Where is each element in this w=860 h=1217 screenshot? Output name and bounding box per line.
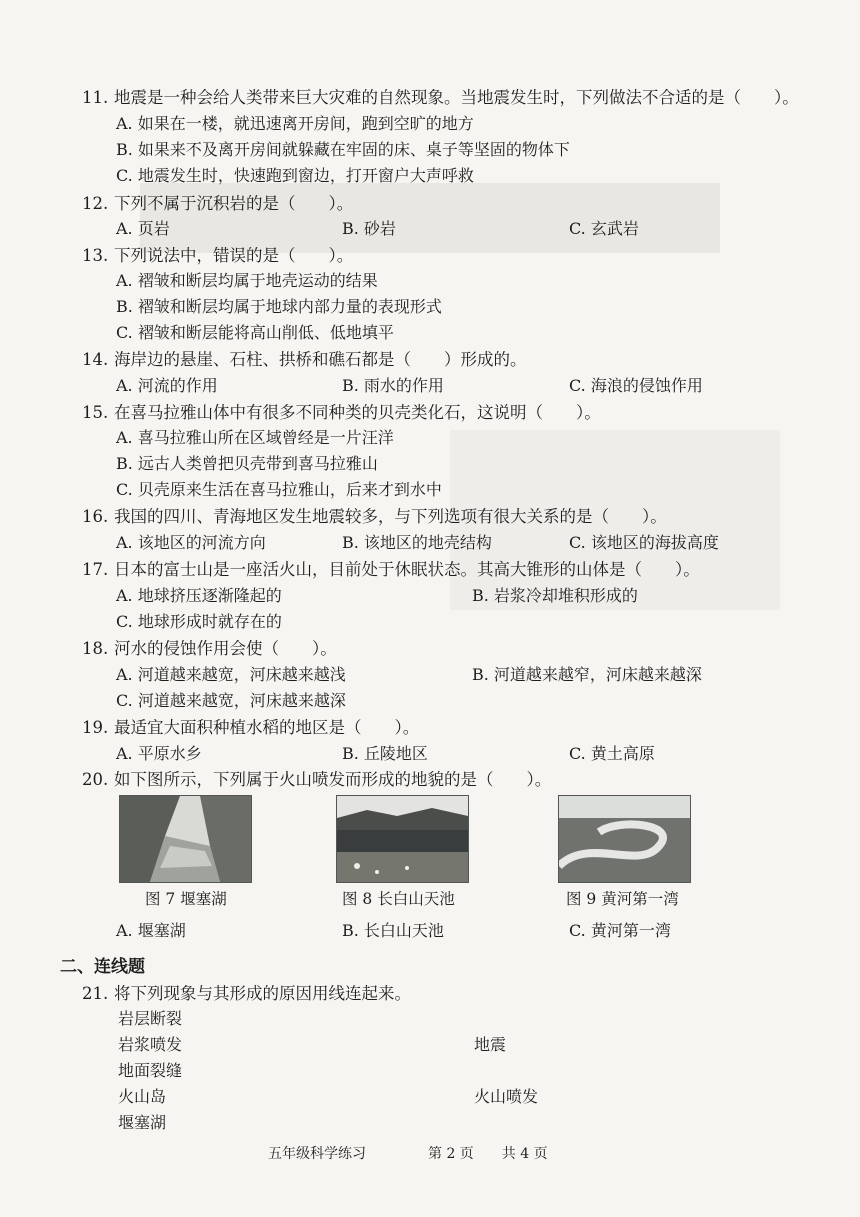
q18-option-b[interactable]: B. 河道越来越窄，河床越来越深 [472, 665, 702, 684]
q12-option-c[interactable]: C. 玄武岩 [569, 219, 639, 238]
question-21: 21. 将下列现象与其形成的原因用线连起来。 [82, 984, 411, 1003]
match-left-item[interactable]: 岩浆喷发 [118, 1035, 183, 1054]
q13-option-c[interactable]: C. 褶皱和断层能将高山削低、低地填平 [116, 323, 394, 342]
photo-yellow-river-bend [558, 795, 691, 883]
question-13: 13. 下列说法中，错误的是（ ）。 [82, 246, 354, 265]
q17-option-a[interactable]: A. 地球挤压逐渐隆起的 [116, 586, 282, 605]
question-11: 11. 地震是一种会给人类带来巨大灾难的自然现象。当地震发生时，下列做法不合适的是（ ）。 [82, 88, 799, 107]
q12-option-b[interactable]: B. 砂岩 [342, 219, 396, 238]
q14-option-b[interactable]: B. 雨水的作用 [342, 376, 444, 395]
match-right-item[interactable]: 火山喷发 [474, 1087, 539, 1106]
q13-option-b[interactable]: B. 褶皱和断层均属于地球内部力量的表现形式 [116, 297, 442, 316]
question-15: 15. 在喜马拉雅山体中有很多不同种类的贝壳类化石，这说明（ ）。 [82, 403, 601, 422]
q19-option-b[interactable]: B. 丘陵地区 [342, 744, 428, 763]
q20-option-a[interactable]: A. 堰塞湖 [116, 921, 186, 940]
q17-option-b[interactable]: B. 岩浆冷却堆积形成的 [472, 586, 638, 605]
question-12: 12. 下列不属于沉积岩的是（ ）。 [82, 194, 354, 213]
q20-option-b[interactable]: B. 长白山天池 [342, 921, 444, 940]
q14-option-c[interactable]: C. 海浪的侵蚀作用 [569, 376, 703, 395]
caption-fig7: 图 7 堰塞湖 [145, 890, 227, 908]
q12-option-a[interactable]: A. 页岩 [116, 219, 170, 238]
footer-title: 五年级科学练习 [268, 1146, 366, 1162]
q19-option-c[interactable]: C. 黄土高原 [569, 744, 655, 763]
question-18: 18. 河水的侵蚀作用会使（ ）。 [82, 639, 337, 658]
q15-option-a[interactable]: A. 喜马拉雅山所在区域曾经是一片汪洋 [116, 428, 394, 447]
q20-option-c[interactable]: C. 黄河第一湾 [569, 921, 671, 940]
q13-option-a[interactable]: A. 褶皱和断层均属于地壳运动的结果 [116, 271, 378, 290]
question-14: 14. 海岸边的悬崖、石柱、拱桥和礁石都是（ ）形成的。 [82, 350, 527, 369]
question-17: 17. 日本的富士山是一座活火山，目前处于休眠状态。其高大锥形的山体是（ ）。 [82, 560, 700, 579]
q16-option-b[interactable]: B. 该地区的地壳结构 [342, 533, 492, 552]
match-left-item[interactable]: 岩层断裂 [118, 1009, 183, 1028]
q11-option-c[interactable]: C. 地震发生时，快速跑到窗边，打开窗户大声呼救 [116, 166, 474, 185]
caption-fig8: 图 8 长白山天池 [342, 890, 455, 908]
question-19: 19. 最适宜大面积种植水稻的地区是（ ）。 [82, 718, 420, 737]
match-right-item[interactable]: 地震 [474, 1035, 507, 1054]
q18-option-c[interactable]: C. 河道越来越宽，河床越来越深 [116, 691, 346, 710]
question-20: 20. 如下图所示，下列属于火山喷发而形成的地貌的是（ ）。 [82, 770, 552, 789]
q11-option-b[interactable]: B. 如果来不及离开房间就躲藏在牢固的床、桌子等坚固的物体下 [116, 140, 570, 159]
q19-option-a[interactable]: A. 平原水乡 [116, 744, 202, 763]
match-left-item[interactable]: 堰塞湖 [118, 1113, 167, 1132]
q11-option-a[interactable]: A. 如果在一楼，就迅速离开房间，跑到空旷的地方 [116, 114, 474, 133]
q17-option-c[interactable]: C. 地球形成时就存在的 [116, 612, 282, 631]
q18-option-a[interactable]: A. 河道越来越宽，河床越来越浅 [116, 665, 346, 684]
question-16: 16. 我国的四川、青海地区发生地震较多，与下列选项有很大关系的是（ ）。 [82, 507, 667, 526]
q16-option-c[interactable]: C. 该地区的海拔高度 [569, 533, 719, 552]
section-heading-matching: 二、连线题 [60, 957, 145, 977]
match-left-item[interactable]: 火山岛 [118, 1087, 167, 1106]
match-left-item[interactable]: 地面裂缝 [118, 1061, 183, 1080]
q16-option-a[interactable]: A. 该地区的河流方向 [116, 533, 266, 552]
photo-changbai-tianchi [336, 795, 469, 883]
photo-barrier-lake [119, 795, 252, 883]
q15-option-b[interactable]: B. 远古人类曾把贝壳带到喜马拉雅山 [116, 454, 378, 473]
q14-option-a[interactable]: A. 河流的作用 [116, 376, 218, 395]
caption-fig9: 图 9 黄河第一湾 [566, 890, 679, 908]
footer-page-number: 第 2 页 共 4 页 [428, 1146, 548, 1162]
q15-option-c[interactable]: C. 贝壳原来生活在喜马拉雅山，后来才到水中 [116, 480, 442, 499]
